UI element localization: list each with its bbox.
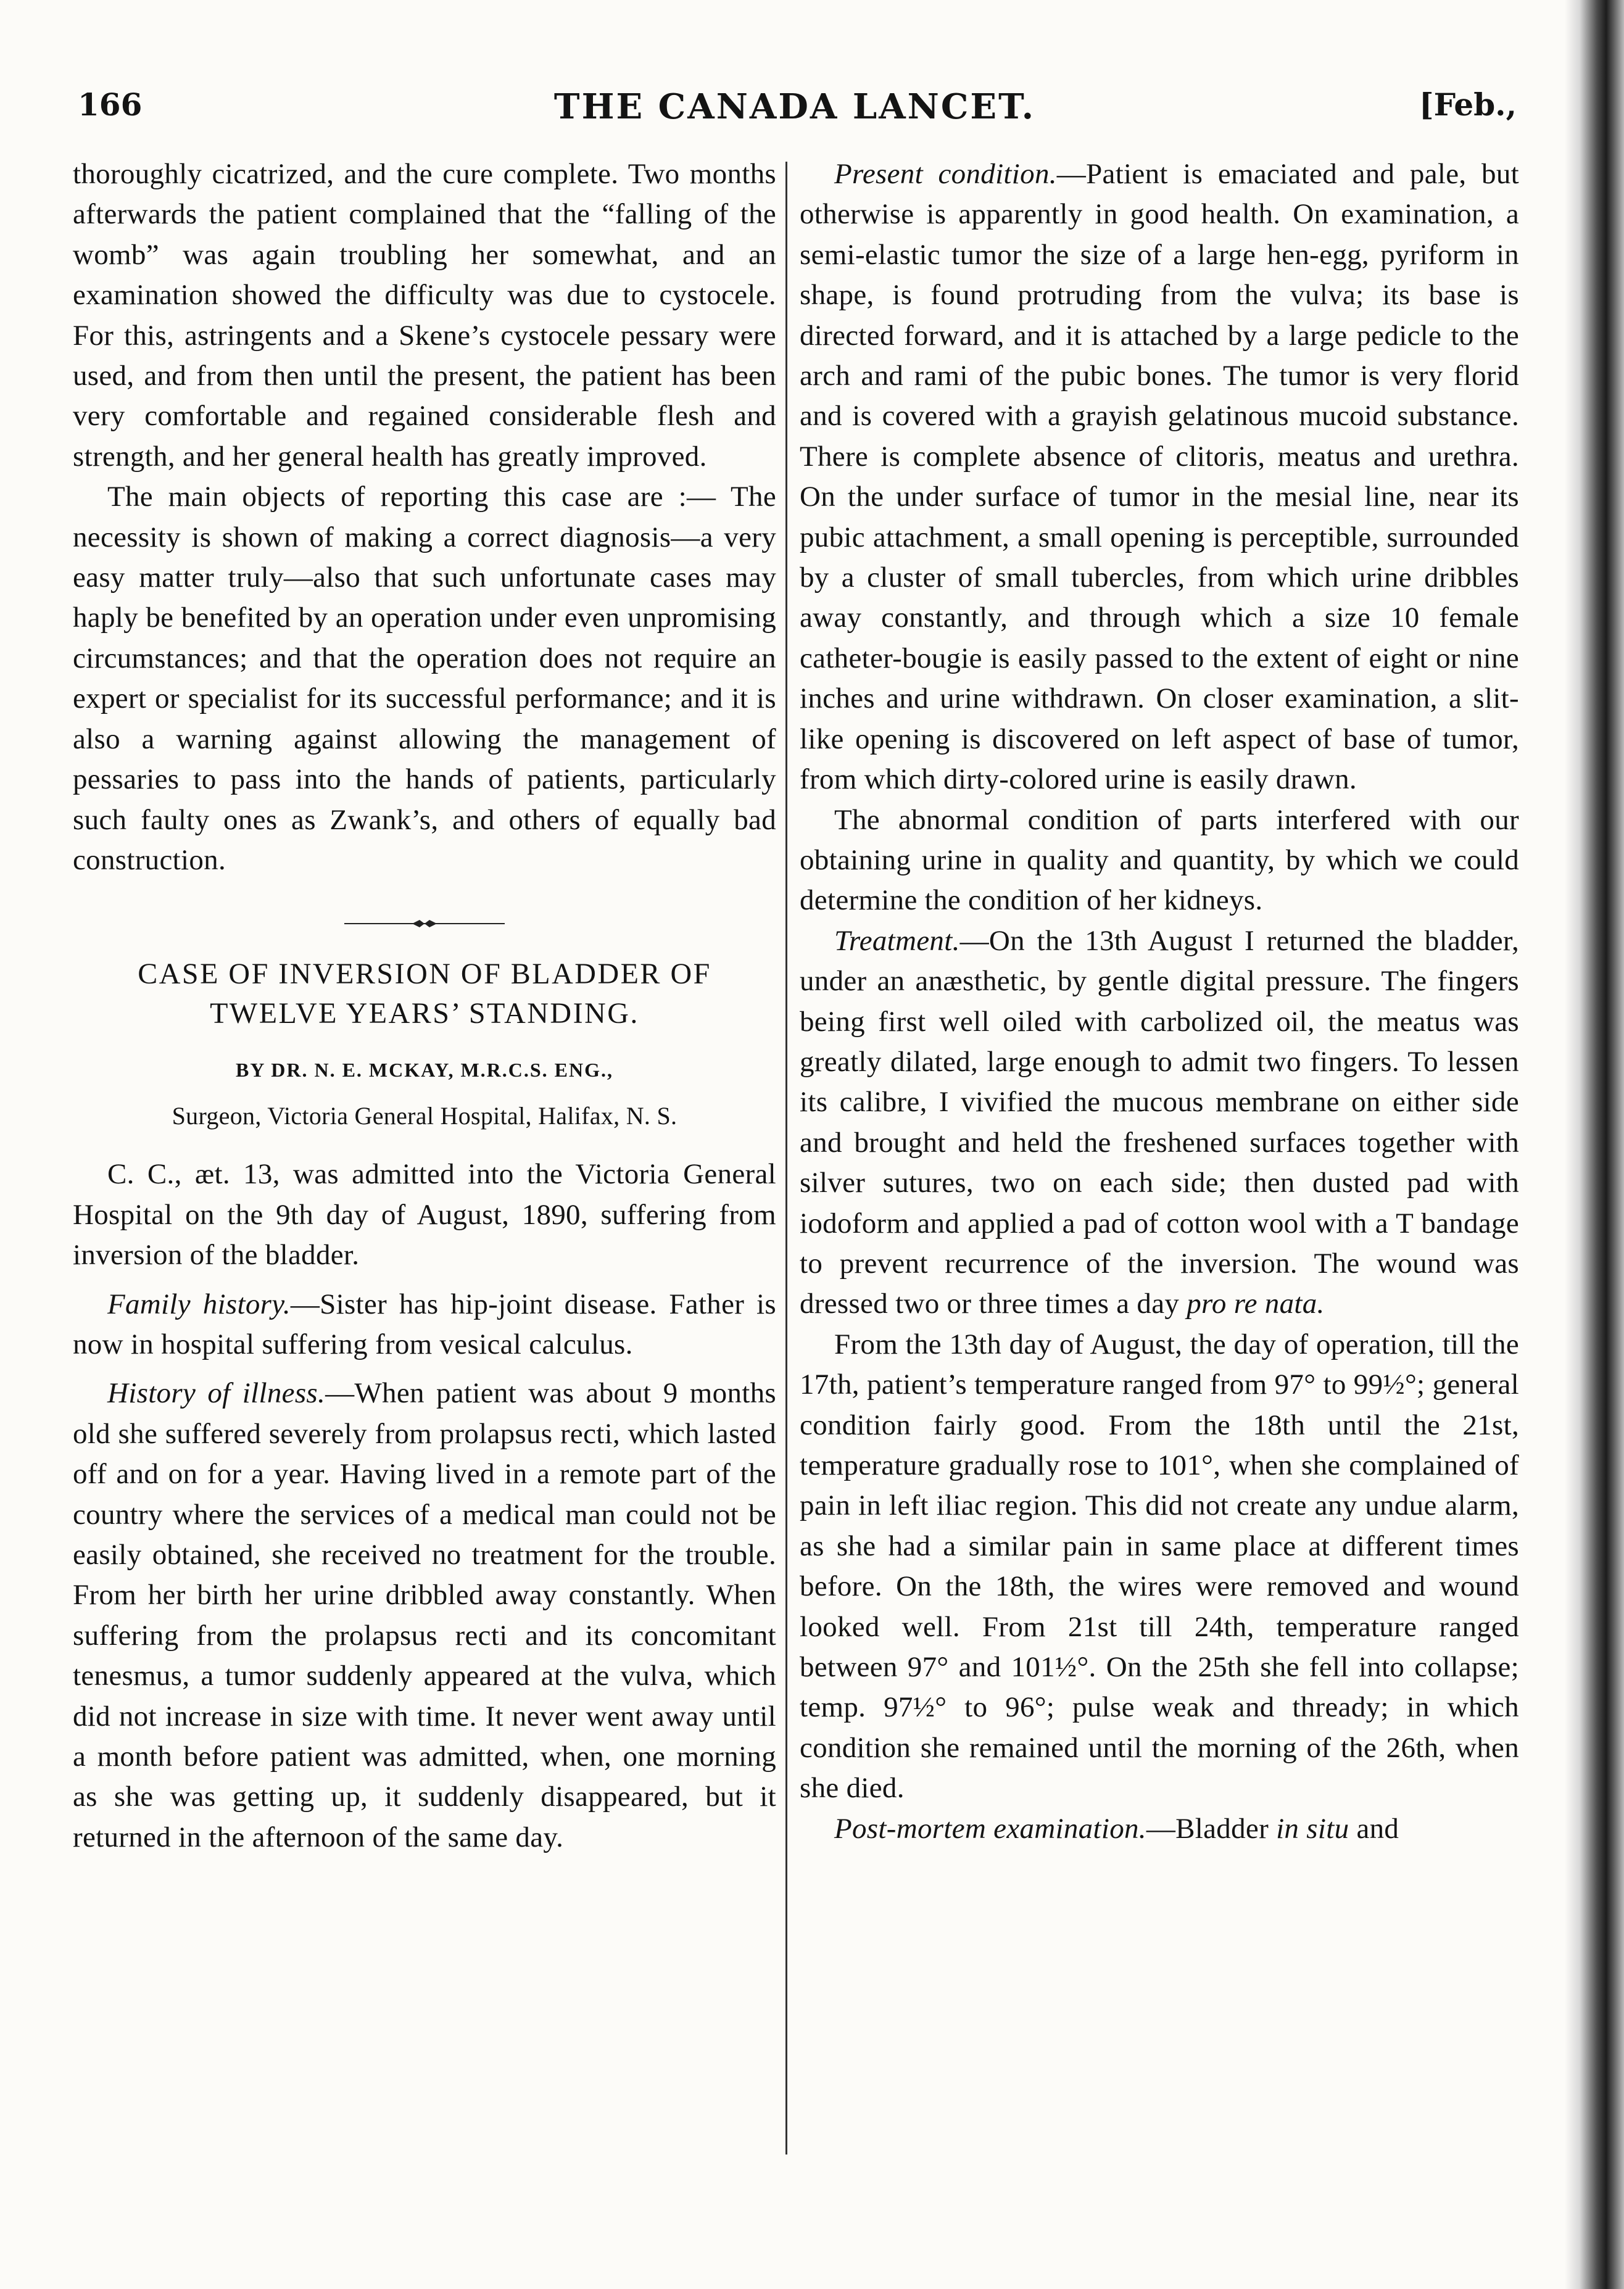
present-condition-label: Present condition.	[834, 158, 1057, 190]
page-number: 166	[78, 86, 143, 123]
post-mortem-tail: and	[1349, 1812, 1399, 1845]
intro-paragraph: C. C., æt. 13, was admitted into the Victoria General Hospital on the 9th day of August, 1890, suffering from inversion of the bladder.	[73, 1158, 776, 1272]
article-title: CASE OF INVERSION OF BLADDER OF TWELVE YEARS’ STANDING.	[138, 958, 711, 1030]
author-affiliation: Surgeon, Victoria General Hospital, Halifax, N. S.	[172, 1102, 677, 1130]
post-mortem-label: Post-mortem examination.	[834, 1812, 1146, 1845]
family-history-paragraph	[73, 1285, 776, 1365]
history-illness-label: History of illness.	[107, 1377, 326, 1410]
treatment-latin: pro re nata.	[1187, 1288, 1325, 1320]
section-ornament	[344, 917, 505, 930]
running-header	[73, 86, 1517, 136]
page-edge-shadow	[1565, 0, 1624, 2289]
temperature-paragraph: From the 13th day of August, the day of operation, till the 17th, patient’s temperature ranged from 97° to 99½°; general condition fairly good. From the 18th until the 21st, temperature gradually rose to 101°, when she complained of pain in left iliac region. This did not create any undue alarm, as she had a similar pain in same place at different times before. On the 18th, the wires were removed and wound looked well. From 21st till 24th, temperature ranged between 97° and 101½°. On the 25th she fell into collapse; temp. 97½° to 96°; pulse weak and thready; in which condition she remained until the morning of the 26th, when she died.	[800, 1328, 1519, 1805]
family-history-text: —Sister has hip-joint disease. Father is now in hospital suffering from vesical calculus.	[73, 1288, 777, 1360]
treatment-label: Treatment.	[834, 924, 960, 957]
left-column	[73, 154, 776, 1858]
history-illness-paragraph	[73, 1373, 776, 1858]
post-mortem-text: —Bladder	[1146, 1812, 1277, 1845]
family-history-label: Family history.	[107, 1288, 291, 1320]
column-divider	[785, 162, 787, 2154]
continuation-paragraph: thoroughly cicatrized, and the cure complete. Two months afterwards the patient complained that the “falling of the womb” was again troubling her somewhat, and an examination showed the difficulty was due to cystocele. For this, astringents and a Skene’s cystocele pessary were used, and from then until the present, the patient has been very comfortable and regained considerable flesh and strength, and her general health has greatly improved.	[73, 158, 776, 473]
journal-title: THE CANADA LANCET.	[553, 86, 1036, 127]
present-condition-paragraph	[800, 154, 1519, 800]
issue-month: [Feb.,	[1419, 86, 1517, 123]
post-mortem-latin: in situ	[1276, 1812, 1349, 1845]
post-mortem-paragraph	[800, 1809, 1519, 1849]
treatment-text: —On the 13th August I returned the bladder, under an anæsthetic, by gentle digital pressure. The fingers being first well oiled with carbolized oil, the meatus was greatly dilated, large enough to admit two fingers. To lessen its calibre, I vivified the mucous membrane on either side and brought and held the freshened surfaces together with silver sutures, two on each side; then dusted pad with iodoform and applied a pad of cotton wool with a T bandage to prevent recurrence of the inversion. The wound was dressed two or three times a day	[800, 924, 1519, 1320]
abnormal-condition-paragraph: The abnormal condition of parts interfered with our obtaining urine in quality and quantity, by which we could determine the condition of her kidneys.	[800, 803, 1519, 917]
right-column	[800, 154, 1519, 1849]
author-byline: BY DR. N. E. MCKAY, M.R.C.S. ENG.,	[235, 1059, 614, 1082]
present-condition-text: —Patient is emaciated and pale, but otherwise is apparently in good health. On examination, a semi-elastic tumor the size of a large hen-egg, pyriform in shape, is found protruding from the vulva; its base is directed forward, and it is attached by a large pedicle to the arch and rami of the pubic bones. The tumor is very florid and is covered with a grayish gelatinous mucoid substance. There is complete absence of clitoris, meatus and urethra. On the under surface of tumor in the mesial line, near its pubic attachment, a small opening is perceptible, surrounded by a cluster of small tubercles, from which urine dribbles away constantly, and through which a size 10 female catheter-bougie is easily passed to the extent of eight or nine inches and urine withdrawn. On closer examination, a slit-like opening is discovered on left aspect of base of tumor, from which dirty-colored urine is easily drawn.	[800, 158, 1520, 796]
history-illness-text: —When patient was about 9 months old she suffered severely from prolapsus recti, which lasted off and on for a year. Having lived in a remote part of the country where the services of a medical man could not be easily obtained, she received no treatment for the trouble. From her birth her urine dribbled away constantly. When suffering from the prolapsus recti and its concomitant tenesmus, a tumor suddenly appeared at the vulva, which did not increase in size with time. It never went away until a month before patient was admitted, when, one morning as she was getting up, it suddenly disappeared, but it returned in the afternoon of the same day.	[73, 1377, 777, 1853]
treatment-paragraph	[800, 921, 1519, 1325]
objects-paragraph: The main objects of reporting this case are :— The necessity is shown of making a correct diagnosis—a very easy matter truly—also that such unfortunate cases may haply be benefited by an operation under even unpromising circumstances; and that the operation does not require an expert or specialist for its successful performance; and it is also a warning against allowing the management of pessaries to pass into the hands of patients, particularly such faulty ones as Zwank’s, and others of equally bad construction.	[73, 481, 776, 876]
